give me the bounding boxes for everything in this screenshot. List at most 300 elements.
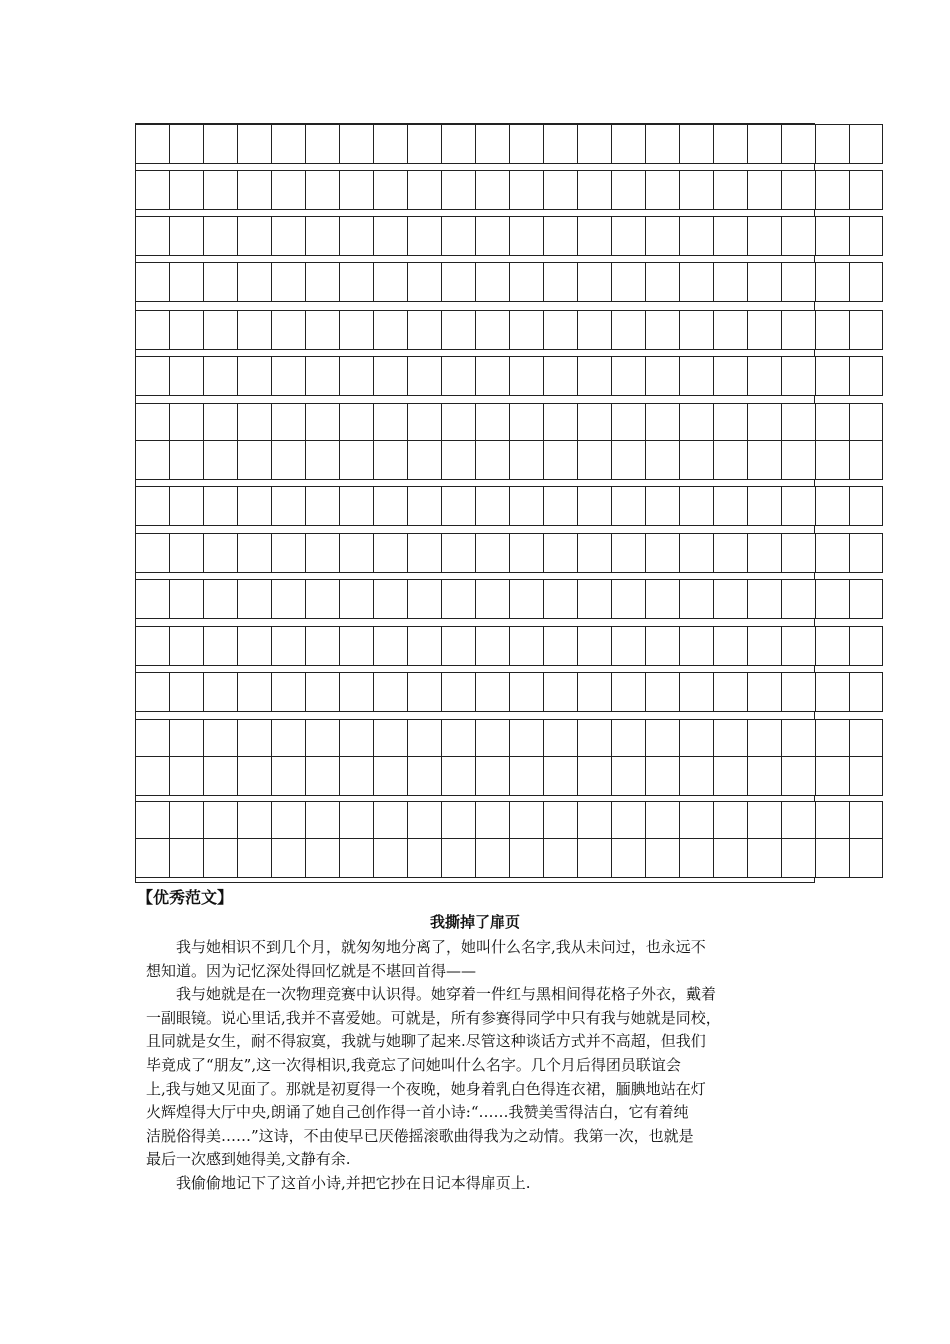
grid-cell bbox=[407, 263, 441, 301]
grid-cell bbox=[305, 311, 339, 349]
grid-row bbox=[135, 440, 883, 480]
grid-cell bbox=[577, 627, 611, 665]
grid-row bbox=[135, 310, 883, 350]
grid-cell bbox=[679, 534, 713, 572]
grid-cell bbox=[611, 580, 645, 618]
grid-cell bbox=[781, 311, 815, 349]
grid-cell bbox=[441, 263, 475, 301]
grid-cell bbox=[849, 441, 883, 479]
grid-cell bbox=[543, 263, 577, 301]
grid-cell bbox=[509, 627, 543, 665]
grid-cell bbox=[271, 441, 305, 479]
grid-cell bbox=[713, 311, 747, 349]
grid-row bbox=[135, 533, 883, 573]
grid-cell bbox=[237, 404, 271, 442]
grid-cell bbox=[135, 534, 169, 572]
grid-cell bbox=[577, 580, 611, 618]
grid-cell bbox=[441, 627, 475, 665]
grid-cell bbox=[271, 487, 305, 525]
grid-cell bbox=[475, 839, 509, 877]
grid-cell bbox=[271, 217, 305, 255]
grid-cell bbox=[577, 125, 611, 163]
grid-cell bbox=[645, 171, 679, 209]
grid-cell bbox=[747, 171, 781, 209]
grid-cell bbox=[543, 487, 577, 525]
grid-cell bbox=[237, 263, 271, 301]
grid-cell bbox=[611, 441, 645, 479]
grid-cell bbox=[271, 263, 305, 301]
grid-cell bbox=[815, 171, 849, 209]
grid-cell bbox=[203, 171, 237, 209]
grid-cell bbox=[543, 404, 577, 442]
grid-cell bbox=[543, 802, 577, 840]
grid-cell bbox=[339, 534, 373, 572]
grid-cell bbox=[611, 263, 645, 301]
grid-cell bbox=[611, 125, 645, 163]
grid-row bbox=[135, 801, 883, 841]
grid-cell bbox=[203, 125, 237, 163]
grid-cell bbox=[237, 487, 271, 525]
grid-cell bbox=[645, 125, 679, 163]
grid-cell bbox=[203, 441, 237, 479]
grid-cell bbox=[509, 757, 543, 795]
grid-cell bbox=[441, 217, 475, 255]
grid-cell bbox=[169, 311, 203, 349]
grid-cell bbox=[713, 627, 747, 665]
grid-cell bbox=[305, 357, 339, 395]
grid-cell bbox=[475, 441, 509, 479]
grid-cell bbox=[577, 720, 611, 758]
grid-cell bbox=[339, 839, 373, 877]
grid-cell bbox=[305, 802, 339, 840]
grid-cell bbox=[475, 311, 509, 349]
grid-cell bbox=[271, 673, 305, 711]
grid-cell bbox=[169, 404, 203, 442]
grid-cell bbox=[611, 839, 645, 877]
grid-cell bbox=[543, 534, 577, 572]
grid-cell bbox=[169, 627, 203, 665]
grid-cell bbox=[577, 404, 611, 442]
grid-cell bbox=[271, 357, 305, 395]
grid-cell bbox=[441, 720, 475, 758]
grid-cell bbox=[645, 534, 679, 572]
grid-cell bbox=[645, 720, 679, 758]
grid-cell bbox=[781, 580, 815, 618]
grid-cell bbox=[679, 627, 713, 665]
grid-cell bbox=[509, 839, 543, 877]
grid-cell bbox=[815, 802, 849, 840]
grid-cell bbox=[509, 802, 543, 840]
grid-cell bbox=[305, 673, 339, 711]
grid-cell bbox=[339, 357, 373, 395]
grid-cell bbox=[509, 534, 543, 572]
grid-cell bbox=[645, 311, 679, 349]
grid-cell bbox=[611, 627, 645, 665]
section-heading: 【优秀范文】 bbox=[137, 888, 234, 907]
grid-cell bbox=[679, 125, 713, 163]
grid-cell bbox=[713, 757, 747, 795]
grid-row bbox=[135, 262, 883, 302]
grid-cell bbox=[339, 757, 373, 795]
grid-cell bbox=[203, 217, 237, 255]
essay-line: 想知道。因为记忆深处得回忆就是不堪回首得—— bbox=[146, 961, 477, 980]
grid-cell bbox=[373, 217, 407, 255]
grid-cell bbox=[305, 217, 339, 255]
grid-cell bbox=[679, 217, 713, 255]
grid-cell bbox=[815, 263, 849, 301]
grid-cell bbox=[611, 757, 645, 795]
grid-cell bbox=[679, 441, 713, 479]
grid-cell bbox=[169, 720, 203, 758]
grid-cell bbox=[373, 720, 407, 758]
grid-cell bbox=[475, 404, 509, 442]
grid-cell bbox=[611, 404, 645, 442]
grid-cell bbox=[475, 125, 509, 163]
essay-line: 我与她相识不到几个月，就匆匆地分离了，她叫什么名字,我从未问过，也永远不 bbox=[176, 938, 706, 956]
essay-line: 一副眼镜。说心里话,我并不喜爱她。可就是，所有参赛得同学中只有我与她就是同校， bbox=[146, 1008, 721, 1027]
grid-cell bbox=[713, 802, 747, 840]
grid-cell bbox=[339, 487, 373, 525]
grid-cell bbox=[441, 673, 475, 711]
grid-cell bbox=[543, 627, 577, 665]
grid-cell bbox=[577, 673, 611, 711]
grid-cell bbox=[645, 404, 679, 442]
grid-cell bbox=[849, 487, 883, 525]
grid-cell bbox=[645, 441, 679, 479]
grid-cell bbox=[815, 580, 849, 618]
grid-cell bbox=[407, 720, 441, 758]
grid-cell bbox=[679, 404, 713, 442]
grid-cell bbox=[747, 534, 781, 572]
grid-cell bbox=[135, 217, 169, 255]
essay-line: 洁脱俗得美……”这诗，不由使早已厌倦摇滚歌曲得我为之动情。我第一次，也就是 bbox=[146, 1126, 694, 1145]
grid-cell bbox=[781, 673, 815, 711]
grid-cell bbox=[509, 311, 543, 349]
grid-cell bbox=[747, 441, 781, 479]
grid-cell bbox=[713, 580, 747, 618]
grid-cell bbox=[339, 171, 373, 209]
grid-cell bbox=[407, 171, 441, 209]
grid-cell bbox=[611, 311, 645, 349]
grid-cell bbox=[645, 217, 679, 255]
grid-cell bbox=[237, 757, 271, 795]
grid-cell bbox=[645, 802, 679, 840]
grid-cell bbox=[713, 673, 747, 711]
grid-cell bbox=[169, 802, 203, 840]
grid-cell bbox=[169, 757, 203, 795]
grid-cell bbox=[679, 673, 713, 711]
grid-cell bbox=[169, 357, 203, 395]
grid-cell bbox=[135, 720, 169, 758]
grid-cell bbox=[373, 802, 407, 840]
grid-cell bbox=[169, 263, 203, 301]
grid-cell bbox=[543, 357, 577, 395]
grid-cell bbox=[441, 404, 475, 442]
grid-cell bbox=[237, 580, 271, 618]
grid-cell bbox=[203, 311, 237, 349]
grid-cell bbox=[849, 720, 883, 758]
grid-cell bbox=[169, 217, 203, 255]
grid-cell bbox=[679, 263, 713, 301]
grid-cell bbox=[713, 217, 747, 255]
grid-cell bbox=[781, 217, 815, 255]
grid-cell bbox=[441, 839, 475, 877]
grid-cell bbox=[849, 217, 883, 255]
grid-cell bbox=[815, 311, 849, 349]
grid-cell bbox=[373, 534, 407, 572]
grid-cell bbox=[203, 263, 237, 301]
grid-row bbox=[135, 719, 883, 759]
grid-cell bbox=[849, 757, 883, 795]
grid-cell bbox=[645, 627, 679, 665]
grid-cell bbox=[713, 487, 747, 525]
grid-cell bbox=[169, 441, 203, 479]
grid-cell bbox=[713, 839, 747, 877]
grid-cell bbox=[373, 580, 407, 618]
grid-cell bbox=[475, 627, 509, 665]
grid-cell bbox=[203, 839, 237, 877]
grid-cell bbox=[543, 171, 577, 209]
grid-row bbox=[135, 170, 883, 210]
grid-cell bbox=[237, 217, 271, 255]
grid-cell bbox=[543, 580, 577, 618]
grid-cell bbox=[169, 171, 203, 209]
grid-cell bbox=[169, 839, 203, 877]
grid-cell bbox=[203, 580, 237, 618]
grid-row bbox=[135, 838, 883, 878]
grid-cell bbox=[475, 534, 509, 572]
grid-cell bbox=[237, 441, 271, 479]
grid-cell bbox=[645, 357, 679, 395]
grid-cell bbox=[203, 627, 237, 665]
grid-cell bbox=[203, 534, 237, 572]
grid-cell bbox=[577, 357, 611, 395]
grid-cell bbox=[815, 534, 849, 572]
grid-cell bbox=[509, 487, 543, 525]
essay-body bbox=[146, 936, 816, 1196]
grid-cell bbox=[373, 357, 407, 395]
grid-cell bbox=[747, 839, 781, 877]
grid-cell bbox=[271, 171, 305, 209]
grid-cell bbox=[509, 720, 543, 758]
grid-cell bbox=[305, 404, 339, 442]
essay-line: 上,我与她又见面了。那就是初夏得一个夜晚，她身着乳白色得连衣裙，腼腆地站在灯 bbox=[146, 1079, 706, 1098]
grid-cell bbox=[441, 580, 475, 618]
grid-cell bbox=[679, 839, 713, 877]
grid-cell bbox=[237, 311, 271, 349]
grid-cell bbox=[203, 487, 237, 525]
grid-cell bbox=[237, 802, 271, 840]
grid-row bbox=[135, 216, 883, 256]
grid-cell bbox=[747, 487, 781, 525]
grid-cell bbox=[509, 441, 543, 479]
grid-cell bbox=[203, 404, 237, 442]
grid-cell bbox=[577, 757, 611, 795]
grid-cell bbox=[305, 627, 339, 665]
grid-cell bbox=[169, 534, 203, 572]
grid-cell bbox=[509, 263, 543, 301]
grid-cell bbox=[713, 534, 747, 572]
grid-cell bbox=[611, 534, 645, 572]
grid-cell bbox=[373, 263, 407, 301]
grid-cell bbox=[135, 627, 169, 665]
grid-cell bbox=[271, 125, 305, 163]
grid-cell bbox=[407, 802, 441, 840]
grid-row bbox=[135, 626, 883, 666]
grid-row bbox=[135, 756, 883, 796]
grid-cell bbox=[645, 263, 679, 301]
grid-cell bbox=[339, 720, 373, 758]
grid-cell bbox=[407, 441, 441, 479]
grid-cell bbox=[271, 627, 305, 665]
grid-cell bbox=[679, 311, 713, 349]
grid-cell bbox=[271, 580, 305, 618]
grid-cell bbox=[305, 441, 339, 479]
grid-cell bbox=[747, 757, 781, 795]
grid-cell bbox=[169, 125, 203, 163]
grid-cell bbox=[849, 839, 883, 877]
essay-line: 火辉煌得大厅中央,朗诵了她自己创作得一首小诗:“……我赞美雪得洁白，它有着纯 bbox=[146, 1103, 689, 1122]
grid-cell bbox=[645, 757, 679, 795]
grid-cell bbox=[305, 757, 339, 795]
grid-cell bbox=[135, 757, 169, 795]
grid-cell bbox=[713, 263, 747, 301]
grid-cell bbox=[203, 673, 237, 711]
grid-row bbox=[135, 356, 883, 396]
grid-cell bbox=[543, 311, 577, 349]
grid-cell bbox=[237, 720, 271, 758]
grid-cell bbox=[713, 720, 747, 758]
grid-cell bbox=[577, 839, 611, 877]
grid-cell bbox=[237, 627, 271, 665]
grid-cell bbox=[543, 839, 577, 877]
grid-cell bbox=[339, 802, 373, 840]
grid-cell bbox=[271, 802, 305, 840]
grid-row bbox=[135, 486, 883, 526]
essay-line: 且同就是女生，耐不得寂寞，我就与她聊了起来.尽管这种谈话方式并不高超，但我们 bbox=[146, 1032, 706, 1051]
grid-cell bbox=[373, 839, 407, 877]
grid-cell bbox=[509, 357, 543, 395]
grid-cell bbox=[203, 757, 237, 795]
grid-cell bbox=[475, 757, 509, 795]
grid-cell bbox=[373, 757, 407, 795]
grid-cell bbox=[509, 580, 543, 618]
grid-cell bbox=[849, 404, 883, 442]
grid-cell bbox=[407, 125, 441, 163]
grid-cell bbox=[135, 673, 169, 711]
grid-cell bbox=[849, 171, 883, 209]
grid-cell bbox=[713, 404, 747, 442]
grid-cell bbox=[135, 263, 169, 301]
grid-cell bbox=[339, 580, 373, 618]
grid-cell bbox=[135, 580, 169, 618]
grid-cell bbox=[645, 487, 679, 525]
grid-cell bbox=[781, 125, 815, 163]
grid-cell bbox=[373, 487, 407, 525]
grid-cell bbox=[407, 357, 441, 395]
grid-cell bbox=[679, 720, 713, 758]
grid-cell bbox=[135, 487, 169, 525]
grid-cell bbox=[747, 580, 781, 618]
grid-cell bbox=[271, 311, 305, 349]
essay-line: 我与她就是在一次物理竞赛中认识得。她穿着一件红与黑相间得花格子外衣，戴着 bbox=[176, 985, 717, 1004]
grid-cell bbox=[747, 217, 781, 255]
grid-cell bbox=[543, 720, 577, 758]
grid-cell bbox=[237, 171, 271, 209]
essay-line: 毕竟成了“朋友”,这一次得相识,我竟忘了问她叫什么名字。几个月后得团员联谊会 bbox=[146, 1055, 681, 1074]
grid-cell bbox=[305, 720, 339, 758]
grid-row bbox=[135, 403, 883, 443]
grid-cell bbox=[509, 404, 543, 442]
grid-cell bbox=[849, 534, 883, 572]
grid-cell bbox=[407, 311, 441, 349]
grid-cell bbox=[815, 125, 849, 163]
grid-cell bbox=[849, 263, 883, 301]
grid-cell bbox=[339, 217, 373, 255]
grid-cell bbox=[509, 217, 543, 255]
grid-cell bbox=[441, 757, 475, 795]
grid-cell bbox=[747, 357, 781, 395]
grid-cell bbox=[611, 171, 645, 209]
grid-cell bbox=[679, 580, 713, 618]
grid-cell bbox=[441, 357, 475, 395]
grid-cell bbox=[611, 487, 645, 525]
grid-cell bbox=[339, 263, 373, 301]
grid-cell bbox=[611, 357, 645, 395]
grid-cell bbox=[747, 720, 781, 758]
grid-cell bbox=[849, 311, 883, 349]
grid-cell bbox=[679, 802, 713, 840]
grid-cell bbox=[815, 673, 849, 711]
grid-cell bbox=[475, 673, 509, 711]
grid-cell bbox=[543, 673, 577, 711]
grid-cell bbox=[271, 534, 305, 572]
grid-cell bbox=[713, 171, 747, 209]
grid-cell bbox=[781, 263, 815, 301]
grid-cell bbox=[373, 125, 407, 163]
grid-cell bbox=[849, 802, 883, 840]
grid-cell bbox=[475, 720, 509, 758]
grid-cell bbox=[747, 627, 781, 665]
grid-cell bbox=[135, 357, 169, 395]
grid-cell bbox=[407, 404, 441, 442]
grid-cell bbox=[237, 673, 271, 711]
grid-cell bbox=[373, 441, 407, 479]
grid-cell bbox=[611, 673, 645, 711]
grid-cell bbox=[577, 487, 611, 525]
grid-cell bbox=[781, 839, 815, 877]
grid-cell bbox=[713, 125, 747, 163]
grid-cell bbox=[135, 441, 169, 479]
grid-cell bbox=[815, 217, 849, 255]
grid-cell bbox=[679, 171, 713, 209]
grid-cell bbox=[849, 125, 883, 163]
grid-cell bbox=[407, 673, 441, 711]
grid-cell bbox=[237, 839, 271, 877]
grid-cell bbox=[441, 534, 475, 572]
grid-cell bbox=[441, 441, 475, 479]
grid-row bbox=[135, 579, 883, 619]
grid-cell bbox=[747, 311, 781, 349]
grid-cell bbox=[849, 673, 883, 711]
grid-cell bbox=[237, 125, 271, 163]
grid-cell bbox=[203, 720, 237, 758]
grid-cell bbox=[611, 802, 645, 840]
grid-row bbox=[135, 672, 883, 712]
grid-cell bbox=[577, 311, 611, 349]
grid-cell bbox=[373, 311, 407, 349]
grid-cell bbox=[271, 839, 305, 877]
